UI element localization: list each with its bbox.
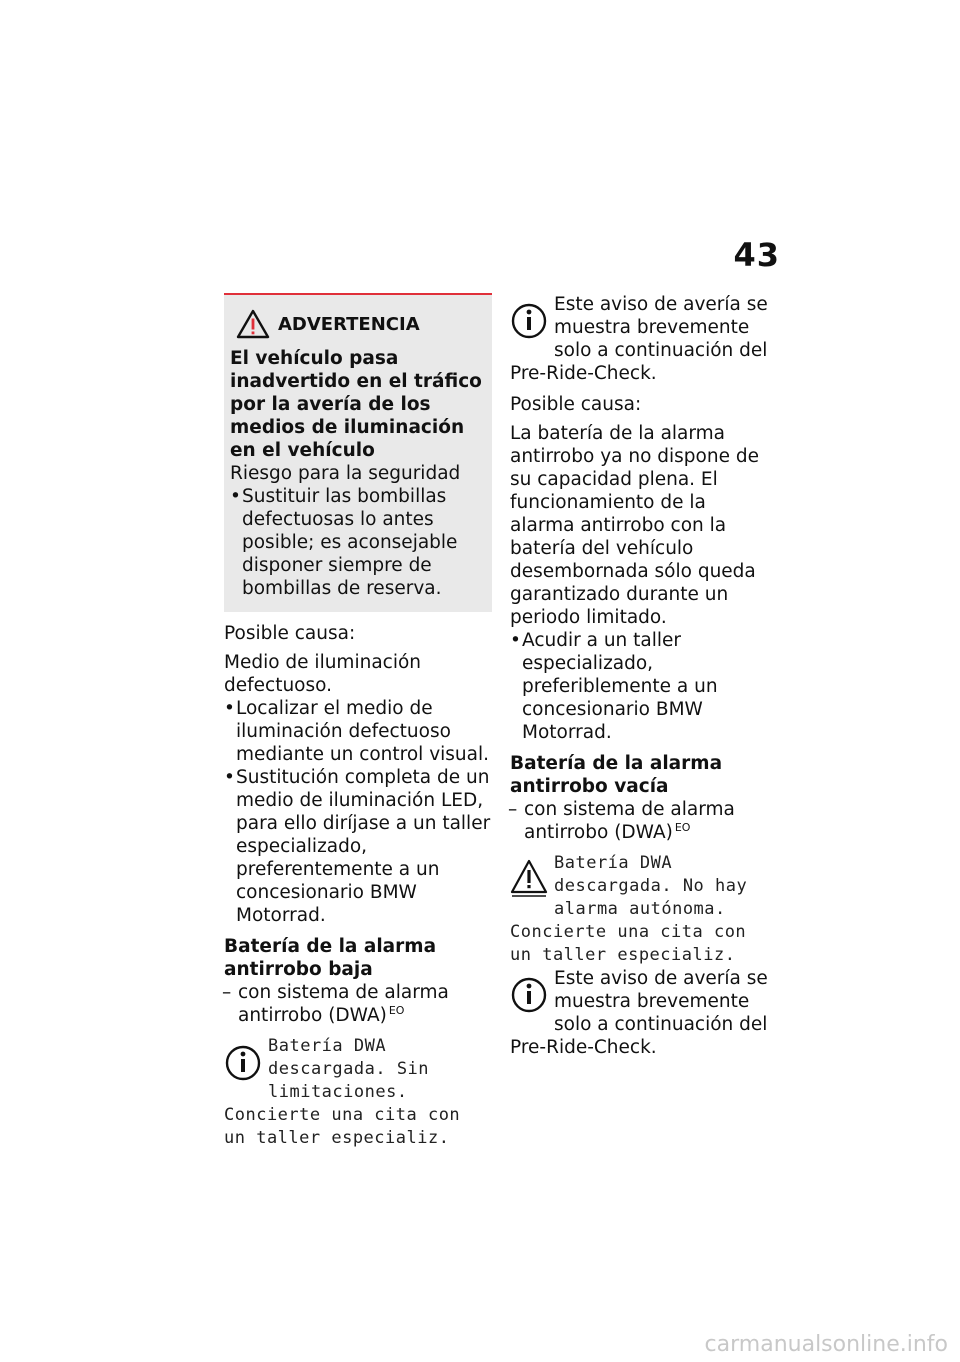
list-item: • Sustitución completa de un medio de iluminación LED, para ello diríjase a un taller especializado, preferentemente a un concesionario BMW Motorrad. (224, 766, 492, 927)
warning-heading: El vehículo pasa inadvertido en el tráfico por la avería de los medios de iluminación en el vehículo (230, 348, 482, 461)
cause-label: Posible causa: (224, 623, 356, 644)
condition-sup: EO (674, 820, 691, 834)
footer-logo[interactable]: carmanualsonline.info (704, 1332, 948, 1357)
section-title: Batería de la alarma antirrobo vacía (510, 753, 723, 797)
warning-triangle-icon (236, 309, 270, 339)
warning-bullet: • Sustituir las bombillas defectuosas lo antes posible; es aconsejable disponer siempre de bombillas de reserva. (230, 485, 486, 600)
list-item: • Localizar el medio de iluminación defectuoso mediante un control visual. (224, 697, 492, 766)
condition-label: con sistema de alarma antirrobo (DWA) (238, 982, 449, 1026)
info-icon (224, 1039, 262, 1083)
condition-sup: EO (388, 1003, 405, 1017)
condition-label: con sistema de alarma antirrobo (DWA) (524, 799, 735, 843)
section-title: Batería de la alarma antirrobo baja (224, 936, 437, 980)
page-number: 43 (733, 236, 780, 274)
info-icon (510, 297, 548, 341)
warning-title: ADVERTENCIA (278, 313, 420, 335)
display-text: Batería DWA descargada. Sin limitaciones. Concierte una cita con un taller especializ. (224, 1036, 461, 1148)
display-text: Batería DWA descargada. No hay alarma autónoma. Concierte una cita con un taller especializ. (510, 853, 748, 965)
warning-box (224, 293, 492, 612)
info-icon (510, 971, 548, 1015)
info-note-text: Este aviso de avería se muestra brevemente solo a continuación del Pre-Ride-Check. (510, 968, 768, 1058)
caution-triangle-icon (510, 856, 548, 900)
display-message (510, 852, 776, 967)
info-note-text: Este aviso de avería se muestra brevemente solo a continuación del Pre-Ride-Check. (510, 294, 768, 384)
cause-text: La batería de la alarma antirrobo ya no dispone de su capacidad plena. El funcionamiento de la alarma antirrobo con la batería del vehículo desembornada sólo queda garantizado durante un periodo limitado. (510, 423, 759, 628)
right-column (510, 293, 776, 1059)
condition-text (510, 798, 776, 844)
list-item: • Acudir a un taller especializado, preferiblemente a un concesionario BMW Motorrad. (510, 629, 776, 744)
warning-header (236, 309, 486, 339)
cause-label: Posible causa: (510, 394, 642, 415)
display-message (224, 1035, 492, 1150)
info-note (510, 967, 776, 1059)
info-note (510, 293, 776, 385)
cause-text: Medio de iluminación defectuoso. (224, 652, 422, 696)
warning-risk: Riesgo para la seguridad (230, 463, 461, 484)
condition-text (224, 981, 492, 1027)
left-column (224, 293, 492, 1150)
